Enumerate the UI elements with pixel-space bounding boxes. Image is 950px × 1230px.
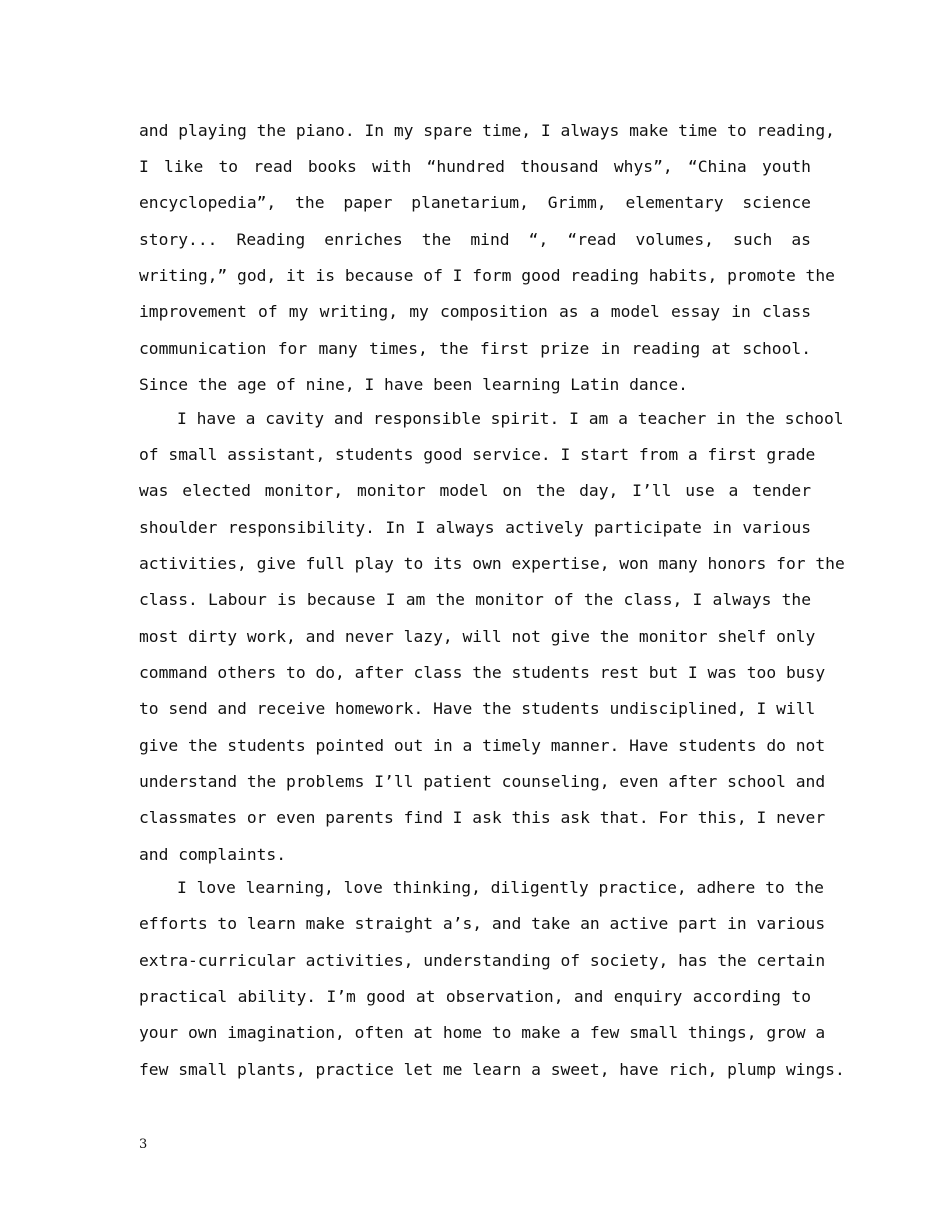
text-line: command others to do, after class the students rest but I was too busy <box>139 663 826 682</box>
text-line: understand the problems I’ll patient counseling, even after school and <box>139 772 826 791</box>
text-line: writing,” god, it is because of I form good reading habits, promote the <box>139 266 835 285</box>
text-line: improvement of my writing, my composition as a model essay in class <box>139 302 811 321</box>
text-line: Since the age of nine, I have been learning Latin dance. <box>139 375 688 394</box>
text-line: practical ability. I’m good at observation, and enquiry according to <box>139 987 811 1006</box>
text-line: and complaints. <box>139 845 287 864</box>
text-line: encyclopedia”, the paper planetarium, Grimm, elementary science <box>139 193 811 212</box>
text-line: of small assistant, students good service. I start from a first grade <box>139 445 816 464</box>
text-line: your own imagination, often at home to make a few small things, grow a <box>139 1023 826 1042</box>
text-line: give the students pointed out in a timely manner. Have students do not <box>139 736 826 755</box>
text-line: was elected monitor, monitor model on the day, I’ll use a tender <box>139 481 811 500</box>
text-line: efforts to learn make straight a’s, and take an active part in various <box>139 914 826 933</box>
page-number: 3 <box>139 1137 148 1152</box>
text-line: classmates or even parents find I ask this ask that. For this, I never <box>139 808 826 827</box>
text-line: shoulder responsibility. In I always actively participate in various <box>139 518 811 537</box>
text-line: communication for many times, the first prize in reading at school. <box>139 339 811 358</box>
text-line: story... Reading enriches the mind “, “read volumes, such as <box>139 230 811 249</box>
text-line: I like to read books with “hundred thousand whys”, “China youth <box>139 157 811 176</box>
text-line: I have a cavity and responsible spirit. I am a teacher in the school <box>177 409 844 428</box>
text-line: I love learning, love thinking, diligently practice, adhere to the <box>177 878 824 897</box>
text-line: extra-curricular activities, understanding of society, has the certain <box>139 951 826 970</box>
text-line: few small plants, practice let me learn a sweet, have rich, plump wings. <box>139 1060 845 1079</box>
text-line: most dirty work, and never lazy, will not give the monitor shelf only <box>139 627 816 646</box>
text-line: to send and receive homework. Have the students undisciplined, I will <box>139 699 816 718</box>
text-line: class. Labour is because I am the monitor of the class, I always the <box>139 590 811 609</box>
text-line: and playing the piano. In my spare time, I always make time to reading, <box>139 121 835 140</box>
text-line: activities, give full play to its own expertise, won many honors for the <box>139 554 845 573</box>
